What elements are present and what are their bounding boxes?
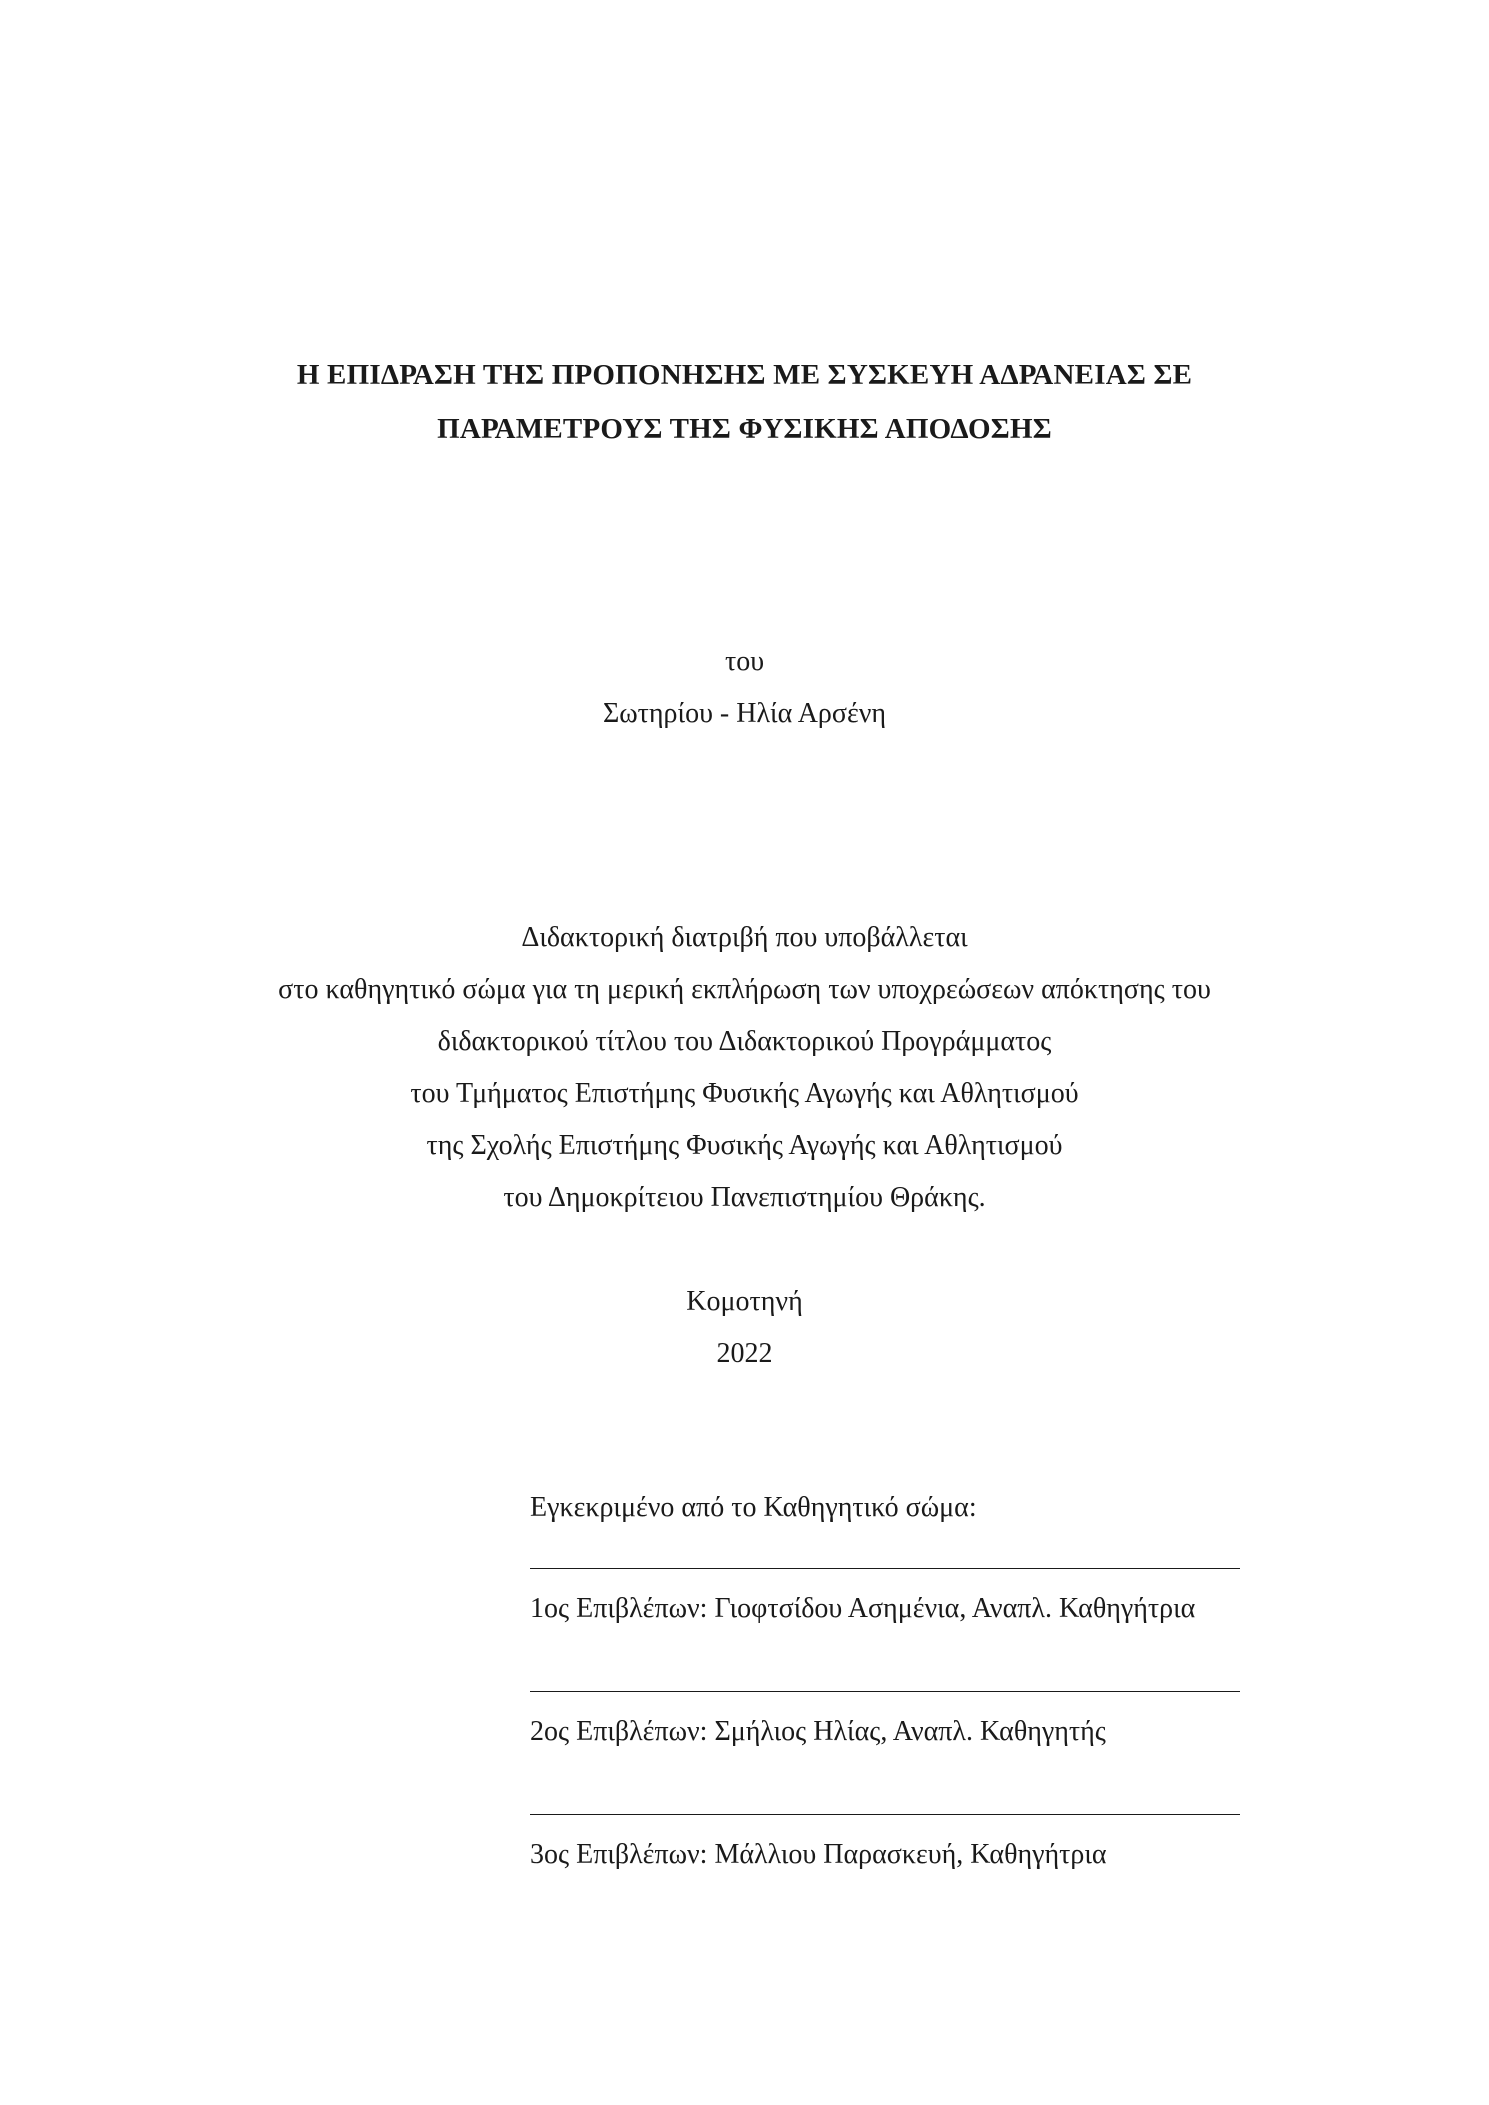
statement-line: διδακτορικού τίτλου του Διδακτορικού Προγράμματος — [437, 1026, 1052, 1057]
signature-line-3 — [530, 1814, 1240, 1815]
place-and-year — [0, 1276, 1489, 1380]
submission-statement — [0, 912, 1489, 1224]
year: 2022 — [716, 1338, 773, 1369]
thesis-title-line-1: Η ΕΠΙΔΡΑΣΗ ΤΗΣ ΠΡΟΠΟΝΗΣΗΣ ΜΕ ΣΥΣΚΕΥΗ ΑΔΡΑΝΕΙΑΣ ΣΕ — [296, 359, 1193, 391]
statement-line: Διδακτορική διατριβή που υποβάλλεται — [521, 922, 968, 953]
author-block — [0, 636, 1489, 740]
supervisor-1: 1ος Επιβλέπων: Γιοφτσίδου Ασημένια, Αναπλ. Καθηγήτρια — [530, 1593, 1196, 1624]
signature-line-1 — [530, 1568, 1240, 1569]
city: Κομοτηνή — [686, 1286, 803, 1317]
supervisor-2: 2ος Επιβλέπων: Σμήλιος Ηλίας, Αναπλ. Καθηγητής — [530, 1716, 1106, 1747]
approval-section — [530, 1482, 1290, 1881]
statement-line: του Δημοκρίτειου Πανεπιστημίου Θράκης. — [503, 1182, 986, 1213]
approval-heading: Εγκεκριμένο από το Καθηγητικό σώμα: — [530, 1492, 977, 1523]
thesis-title-line-2: ΠΑΡΑΜΕΤΡΟΥΣ ΤΗΣ ΦΥΣΙΚΗΣ ΑΠΟΔΟΣΗΣ — [437, 413, 1052, 445]
author-preposition: του — [724, 646, 765, 677]
thesis-title — [0, 348, 1489, 456]
statement-line: στο καθηγητικό σώμα για τη μερική εκπλήρωση των υποχρεώσεων απόκτησης του — [278, 974, 1211, 1005]
supervisor-3: 3ος Επιβλέπων: Μάλλιου Παρασκευή, Καθηγήτρια — [530, 1839, 1107, 1870]
signature-line-2 — [530, 1691, 1240, 1692]
statement-line: του Τμήματος Επιστήμης Φυσικής Αγωγής και Αθλητισμού — [410, 1078, 1079, 1109]
author-name: Σωτηρίου - Ηλία Αρσένη — [602, 698, 887, 729]
statement-line: της Σχολής Επιστήμης Φυσικής Αγωγής και Αθλητισμού — [426, 1130, 1063, 1161]
